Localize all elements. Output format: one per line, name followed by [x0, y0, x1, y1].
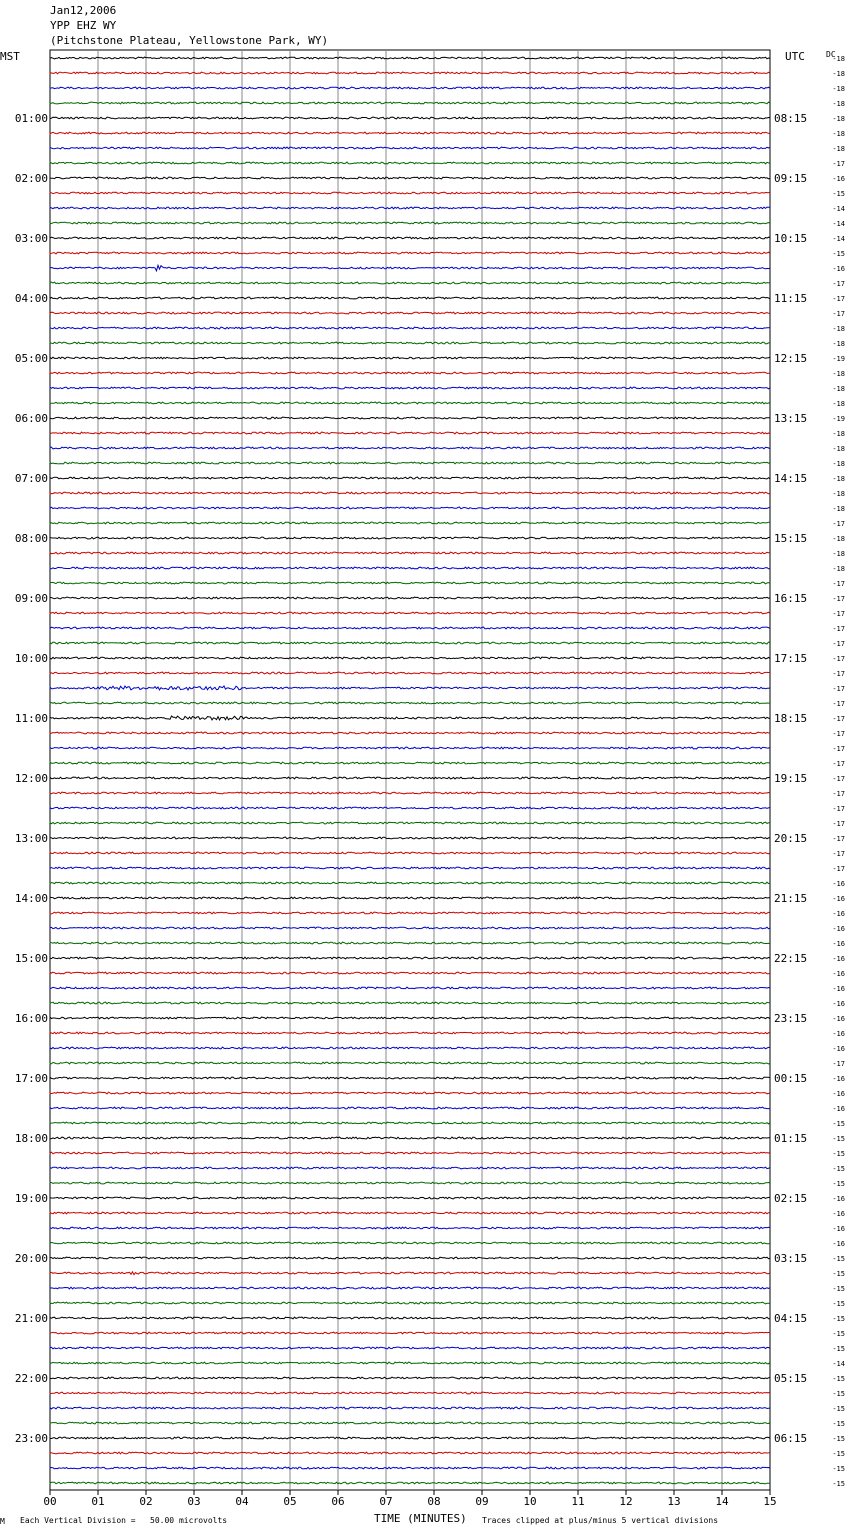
seismic-trace [50, 1032, 770, 1034]
dc-offset-label: -17 [832, 850, 845, 858]
dc-offset-label: -17 [832, 685, 845, 693]
utc-hour-label: 23:15 [774, 1012, 808, 1025]
utc-hour-label: 05:15 [774, 1372, 808, 1385]
mst-hour-label: 07:00 [14, 472, 48, 485]
utc-hour-label: 16:15 [774, 592, 808, 605]
dc-offset-label: -17 [832, 280, 845, 288]
seismic-trace [50, 447, 770, 449]
dc-offset-label: -14 [832, 1360, 845, 1368]
x-tick-label: 01 [91, 1495, 105, 1508]
dc-offset-label: -18 [832, 100, 845, 108]
dc-offset-label: -15 [832, 1270, 845, 1278]
utc-hour-label: 09:15 [774, 172, 808, 185]
dc-offset-label: -18 [832, 130, 845, 138]
dc-offset-label: -17 [832, 625, 845, 633]
utc-hour-label: 21:15 [774, 892, 808, 905]
utc-hour-label: 11:15 [774, 292, 808, 305]
dc-offset-label: -16 [832, 1210, 845, 1218]
seismic-trace [50, 177, 770, 179]
utc-hour-label: 20:15 [774, 832, 808, 845]
dc-offset-label: -15 [832, 1375, 845, 1383]
dc-offset-label: -17 [832, 715, 845, 723]
seismic-trace [50, 507, 770, 509]
dc-offset-label: -18 [832, 430, 845, 438]
seismic-trace [50, 672, 770, 674]
dc-offset-label: -15 [832, 1465, 845, 1473]
mst-hour-label: 11:00 [14, 712, 48, 725]
x-tick-label: 03 [187, 1495, 201, 1508]
scale-note: Each Vertical Division = 50.00 microvolts [20, 1516, 228, 1525]
dc-offset-label: -17 [832, 760, 845, 768]
seismic-trace [50, 312, 770, 314]
mst-hour-label: 04:00 [14, 292, 48, 305]
seismic-trace [50, 897, 770, 899]
dc-offset-label: -17 [832, 1060, 845, 1068]
seismic-trace [50, 1422, 770, 1424]
dc-offset-label: -17 [832, 295, 845, 303]
dc-offset-label: -16 [832, 1015, 845, 1023]
dc-label: DC [826, 50, 836, 59]
seismic-trace [50, 702, 770, 704]
seismic-trace [50, 132, 770, 134]
seismic-trace [50, 87, 770, 89]
dc-offset-label: -15 [832, 1390, 845, 1398]
mst-hour-label: 23:00 [14, 1432, 48, 1445]
dc-offset-label: -15 [832, 1315, 845, 1323]
seismic-trace [50, 402, 770, 404]
dc-offset-label: -15 [832, 1120, 845, 1128]
seismic-trace [50, 612, 770, 614]
mst-hour-label: 13:00 [14, 832, 48, 845]
dc-offset-label: -16 [832, 1000, 845, 1008]
dc-offset-label: -14 [832, 220, 845, 228]
dc-offset-label: -15 [832, 1405, 845, 1413]
dc-offset-label: -18 [832, 145, 845, 153]
seismic-trace [50, 912, 770, 914]
x-tick-label: 07 [379, 1495, 393, 1508]
utc-hour-label: 15:15 [774, 532, 808, 545]
seismic-trace [50, 477, 770, 479]
seismic-trace [50, 342, 770, 344]
seismic-trace [50, 327, 770, 329]
dc-offset-label: -17 [832, 835, 845, 843]
seismic-trace [50, 372, 770, 374]
seismic-trace [50, 237, 770, 239]
dc-offset-label: -15 [832, 1300, 845, 1308]
dc-offset-label: -17 [832, 745, 845, 753]
utc-axis-label: UTC [785, 50, 805, 63]
seismic-trace [50, 642, 770, 644]
utc-hour-label: 00:15 [774, 1072, 808, 1085]
seismic-trace [50, 972, 770, 974]
seismic-trace [50, 1287, 770, 1289]
utc-hour-label: 08:15 [774, 112, 808, 125]
mst-hour-label: 17:00 [14, 1072, 48, 1085]
dc-offset-label: -16 [832, 265, 845, 273]
corner-mark: M [0, 1517, 5, 1526]
x-tick-label: 10 [523, 1495, 537, 1508]
dc-offset-label: -18 [832, 490, 845, 498]
dc-offset-label: -15 [832, 1135, 845, 1143]
seismic-trace [50, 957, 770, 959]
seismic-trace [50, 1197, 770, 1199]
seismic-trace [50, 387, 770, 389]
seismic-trace [50, 1347, 770, 1349]
x-tick-label: 11 [571, 1495, 585, 1508]
x-tick-label: 06 [331, 1495, 345, 1508]
utc-hour-label: 02:15 [774, 1192, 808, 1205]
x-tick-label: 14 [715, 1495, 729, 1508]
dc-offset-label: -15 [832, 1255, 845, 1263]
dc-offset-label: -16 [832, 985, 845, 993]
seismic-trace [50, 222, 770, 224]
x-tick-label: 08 [427, 1495, 441, 1508]
seismic-trace [50, 117, 770, 119]
dc-offset-label: -15 [832, 1450, 845, 1458]
x-tick-label: 00 [43, 1495, 57, 1508]
dc-offset-label: -18 [832, 445, 845, 453]
location-label: (Pitchstone Plateau, Yellowstone Park, WY) [50, 34, 329, 47]
seismic-trace [50, 462, 770, 464]
seismic-trace [50, 1137, 770, 1139]
dc-offset-label: -17 [832, 310, 845, 318]
seismic-trace [50, 1272, 770, 1275]
dc-offset-label: -15 [832, 1150, 845, 1158]
seismic-trace [50, 567, 770, 569]
dc-offset-label: -18 [832, 385, 845, 393]
utc-hour-label: 13:15 [774, 412, 808, 425]
seismic-trace [50, 102, 770, 104]
mst-hour-label: 10:00 [14, 652, 48, 665]
utc-hour-label: 14:15 [774, 472, 808, 485]
dc-offset-label: -16 [832, 1090, 845, 1098]
x-tick-label: 09 [475, 1495, 489, 1508]
seismic-trace [50, 1167, 770, 1169]
utc-hour-label: 06:15 [774, 1432, 808, 1445]
dc-offset-label: -16 [832, 925, 845, 933]
seismic-trace [50, 762, 770, 764]
dc-offset-label: -18 [832, 505, 845, 513]
utc-hour-label: 01:15 [774, 1132, 808, 1145]
dc-offset-label: -16 [832, 1105, 845, 1113]
seismic-trace [50, 537, 770, 539]
dc-offset-label: -15 [832, 1180, 845, 1188]
seismic-trace [50, 432, 770, 434]
seismic-trace [50, 777, 770, 779]
seismic-trace [50, 1242, 770, 1244]
seismic-trace [50, 1002, 770, 1004]
dc-offset-label: -16 [832, 910, 845, 918]
utc-hour-label: 19:15 [774, 772, 808, 785]
x-tick-label: 15 [763, 1495, 777, 1508]
seismic-trace [50, 72, 770, 74]
seismic-trace [50, 1077, 770, 1079]
seismic-trace [50, 1017, 770, 1019]
seismic-trace [50, 1452, 770, 1454]
mst-hour-label: 19:00 [14, 1192, 48, 1205]
seismic-trace [50, 417, 770, 419]
dc-offset-label: -15 [832, 1165, 845, 1173]
mst-hour-label: 20:00 [14, 1252, 48, 1265]
seismic-trace [50, 1437, 770, 1439]
dc-offset-label: -16 [832, 955, 845, 963]
seismic-trace [50, 1377, 770, 1379]
dc-offset-label: -17 [832, 775, 845, 783]
mst-hour-label: 02:00 [14, 172, 48, 185]
seismic-trace [50, 1467, 770, 1469]
seismic-trace [50, 1482, 770, 1484]
utc-hour-label: 04:15 [774, 1312, 808, 1325]
dc-offset-label: -17 [832, 640, 845, 648]
seismic-trace [50, 522, 770, 524]
seismic-trace [50, 1362, 770, 1364]
dc-offset-label: -17 [832, 610, 845, 618]
dc-offset-label: -18 [832, 565, 845, 573]
dc-offset-label: -18 [832, 55, 845, 63]
utc-hour-label: 22:15 [774, 952, 808, 965]
seismic-trace [50, 1062, 770, 1064]
x-axis-label: TIME (MINUTES) [374, 1512, 467, 1525]
dc-offset-label: -15 [832, 1435, 845, 1443]
dc-offset-label: -17 [832, 670, 845, 678]
dc-offset-label: -15 [832, 1330, 845, 1338]
dc-offset-label: -18 [832, 370, 845, 378]
dc-offset-label: -17 [832, 160, 845, 168]
x-tick-label: 13 [667, 1495, 681, 1508]
dc-offset-label: -16 [832, 1225, 845, 1233]
mst-hour-label: 12:00 [14, 772, 48, 785]
dc-offset-label: -16 [832, 1195, 845, 1203]
dc-offset-label: -15 [832, 190, 845, 198]
dc-offset-label: -16 [832, 970, 845, 978]
seismic-trace [50, 357, 770, 359]
mst-hour-label: 21:00 [14, 1312, 48, 1325]
dc-offset-label: -18 [832, 460, 845, 468]
utc-hour-label: 03:15 [774, 1252, 808, 1265]
dc-offset-label: -17 [832, 865, 845, 873]
mst-hour-label: 08:00 [14, 532, 48, 545]
utc-hour-label: 17:15 [774, 652, 808, 665]
dc-offset-label: -18 [832, 475, 845, 483]
seismic-trace [50, 1317, 770, 1319]
dc-offset-label: -17 [832, 520, 845, 528]
seismic-trace [50, 882, 770, 884]
dc-offset-label: -19 [832, 415, 845, 423]
dc-offset-label: -18 [832, 115, 845, 123]
dc-offset-label: -16 [832, 895, 845, 903]
seismic-trace [50, 1392, 770, 1394]
dc-offset-label: -15 [832, 1285, 845, 1293]
seismic-trace [50, 1047, 770, 1049]
dc-offset-label: -18 [832, 70, 845, 78]
seismic-trace [50, 1302, 770, 1304]
seismic-trace [50, 987, 770, 989]
seismic-trace [50, 657, 770, 659]
dc-offset-label: -18 [832, 325, 845, 333]
seismic-trace [50, 162, 770, 164]
mst-hour-label: 18:00 [14, 1132, 48, 1145]
seismic-trace [50, 147, 770, 149]
dc-offset-label: -18 [832, 85, 845, 93]
mst-hour-label: 03:00 [14, 232, 48, 245]
dc-offset-label: -16 [832, 1075, 845, 1083]
dc-offset-label: -17 [832, 805, 845, 813]
mst-hour-label: 05:00 [14, 352, 48, 365]
mst-hour-label: 16:00 [14, 1012, 48, 1025]
station-label: YPP EHZ WY [50, 19, 117, 32]
seismic-trace [50, 792, 770, 794]
seismic-trace [50, 867, 770, 869]
dc-offset-label: -17 [832, 730, 845, 738]
seismic-trace [50, 747, 770, 749]
seismic-trace [50, 282, 770, 284]
seismic-trace [50, 837, 770, 839]
dc-offset-label: -17 [832, 790, 845, 798]
seismic-trace [50, 1407, 770, 1409]
mst-hour-label: 01:00 [14, 112, 48, 125]
seismic-trace [50, 1107, 770, 1109]
dc-offset-label: -18 [832, 340, 845, 348]
utc-hour-label: 10:15 [774, 232, 808, 245]
mst-hour-label: 22:00 [14, 1372, 48, 1385]
dc-offset-label: -16 [832, 940, 845, 948]
dc-offset-label: -17 [832, 595, 845, 603]
seismic-trace [50, 1212, 770, 1214]
dc-offset-label: -18 [832, 400, 845, 408]
seismic-trace [50, 942, 770, 944]
seismic-trace [50, 597, 770, 599]
mst-hour-label: 06:00 [14, 412, 48, 425]
x-tick-label: 02 [139, 1495, 153, 1508]
seismic-trace [50, 686, 770, 690]
dc-offset-label: -17 [832, 580, 845, 588]
dc-offset-label: -17 [832, 700, 845, 708]
dc-offset-label: -15 [832, 1420, 845, 1428]
seismic-trace [50, 1152, 770, 1154]
dc-offset-label: -17 [832, 820, 845, 828]
seismic-trace [50, 492, 770, 494]
seismic-trace [50, 297, 770, 299]
date-label: Jan12,2006 [50, 4, 117, 17]
seismic-trace [50, 1122, 770, 1124]
seismic-trace [50, 1182, 770, 1184]
mst-hour-label: 14:00 [14, 892, 48, 905]
seismic-trace [50, 807, 770, 809]
x-tick-label: 04 [235, 1495, 249, 1508]
seismic-trace [50, 207, 770, 209]
seismic-trace [50, 252, 770, 254]
dc-offset-label: -14 [832, 235, 845, 243]
dc-offset-label: -15 [832, 1345, 845, 1353]
seismic-trace [50, 1227, 770, 1229]
seismic-trace [50, 627, 770, 629]
seismic-trace [50, 822, 770, 824]
seismic-trace [50, 265, 770, 271]
seismic-trace [50, 192, 770, 194]
dc-offset-label: -16 [832, 1045, 845, 1053]
x-tick-label: 05 [283, 1495, 297, 1508]
utc-hour-label: 12:15 [774, 352, 808, 365]
dc-offset-label: -16 [832, 880, 845, 888]
dc-offset-label: -14 [832, 205, 845, 213]
dc-offset-label: -15 [832, 1480, 845, 1488]
seismic-trace [50, 1092, 770, 1094]
seismic-trace [50, 1332, 770, 1334]
dc-offset-label: -18 [832, 535, 845, 543]
mst-hour-label: 09:00 [14, 592, 48, 605]
dc-offset-label: -15 [832, 250, 845, 258]
dc-offset-label: -16 [832, 1240, 845, 1248]
dc-offset-label: -19 [832, 355, 845, 363]
x-tick-label: 12 [619, 1495, 633, 1508]
seismic-trace [50, 927, 770, 929]
seismic-trace [50, 852, 770, 854]
dc-offset-label: -16 [832, 175, 845, 183]
dc-offset-label: -18 [832, 550, 845, 558]
seismic-trace [50, 732, 770, 734]
seismic-trace [50, 582, 770, 584]
seismic-trace [50, 57, 770, 59]
utc-hour-label: 18:15 [774, 712, 808, 725]
mst-axis-label: MST [0, 50, 20, 63]
dc-offset-label: -17 [832, 655, 845, 663]
seismic-trace [50, 1257, 770, 1259]
seismic-trace [50, 552, 770, 554]
mst-hour-label: 15:00 [14, 952, 48, 965]
clip-note: Traces clipped at plus/minus 5 vertical divisions [482, 1516, 719, 1525]
dc-offset-label: -16 [832, 1030, 845, 1038]
seismic-trace [50, 716, 770, 720]
